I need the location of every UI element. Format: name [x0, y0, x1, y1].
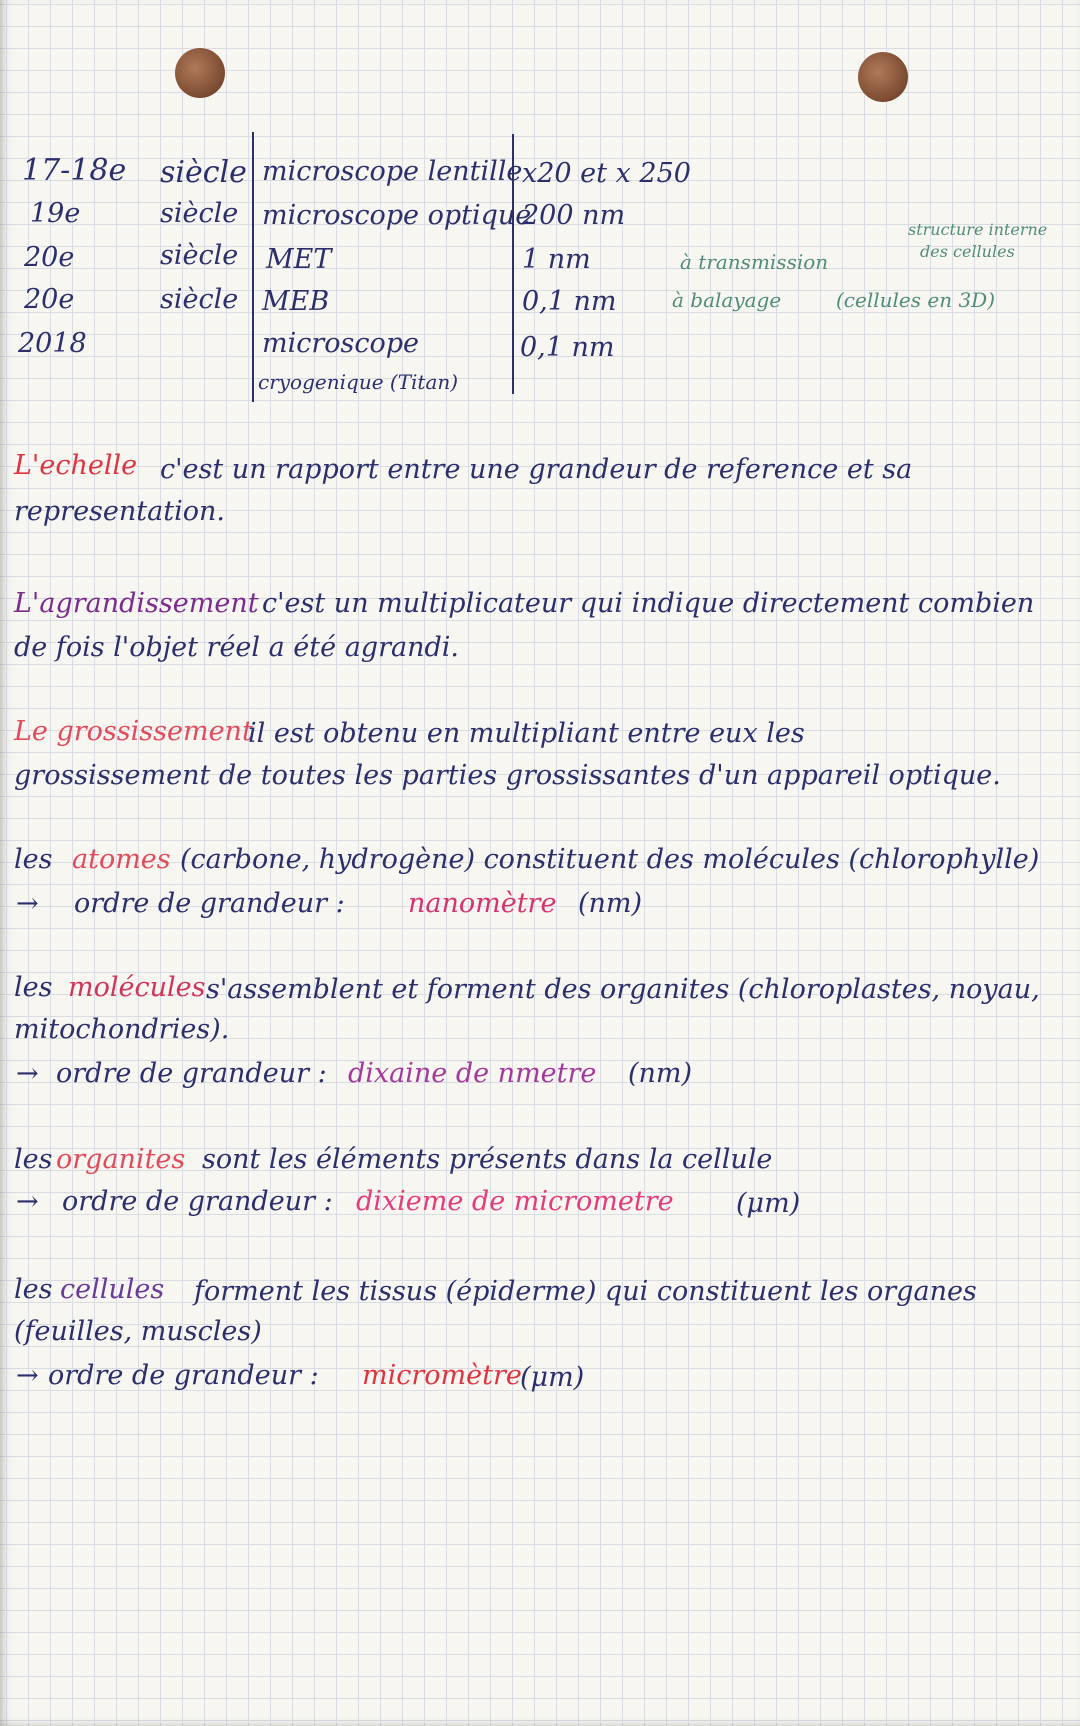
- table-period: 19e: [30, 198, 81, 229]
- table-unit: siècle: [160, 240, 239, 271]
- definition-text: il est obtenu en multipliant entre eux les: [248, 718, 805, 749]
- term-grossissement: Le grossissement: [14, 716, 253, 747]
- table-period: 2018: [18, 328, 87, 359]
- word-les: les: [14, 844, 53, 875]
- order-value: nanomètre: [408, 888, 557, 919]
- word-les: les: [14, 972, 53, 1003]
- definition-text: de fois l'objet réel a été agrandi.: [14, 632, 459, 663]
- table-instrument: MET: [266, 244, 332, 275]
- order-label: ordre de grandeur :: [62, 1186, 333, 1217]
- definition-text: sont les éléments présents dans la cellule: [202, 1144, 773, 1175]
- order-unit: (μm): [520, 1362, 585, 1393]
- definition-text: mitochondries).: [14, 1014, 230, 1045]
- table-instrument: MEB: [262, 286, 330, 317]
- table-unit: siècle: [160, 155, 247, 190]
- table-resolution: 200 nm: [522, 200, 626, 231]
- order-value: dixieme de micrometre: [356, 1186, 674, 1217]
- table-resolution: 1 nm: [522, 244, 591, 275]
- met-note: à transmission: [680, 250, 829, 274]
- definition-text: c'est un rapport entre une grandeur de reference et sa: [160, 454, 913, 485]
- table-instrument: microscope: [262, 328, 420, 359]
- met-note-detail: structure interne: [908, 220, 1048, 239]
- table-instrument: microscope optique: [262, 200, 532, 231]
- term-atomes: atomes: [72, 844, 171, 875]
- term-molecules: molécules: [68, 972, 206, 1003]
- definition-text: s'assemblent et forment des organites (chloroplastes, noyau,: [206, 974, 1040, 1005]
- word-les: les: [14, 1274, 53, 1305]
- order-unit: (nm): [578, 888, 643, 919]
- definition-text: c'est un multiplicateur qui indique directement combien: [262, 588, 1035, 619]
- met-note-detail: des cellules: [920, 242, 1015, 261]
- arrow-icon: →: [16, 1058, 39, 1089]
- table-period: 20e: [24, 242, 75, 273]
- table-resolution: x20 et x 250: [522, 158, 691, 189]
- definition-text: grossissement de toutes les parties grossissantes d'un appareil optique.: [14, 760, 1001, 791]
- order-value: dixaine de nmetre: [348, 1058, 597, 1089]
- arrow-icon: →: [16, 1186, 39, 1217]
- meb-note: à balayage: [672, 288, 782, 312]
- table-instrument-continued: cryogenique (Titan): [258, 370, 459, 394]
- definition-text: (feuilles, muscles): [14, 1316, 262, 1347]
- order-label: ordre de grandeur :: [56, 1058, 327, 1089]
- table-resolution: 0,1 nm: [522, 286, 617, 317]
- term-organites: organites: [56, 1144, 186, 1175]
- table-divider-1: [252, 132, 254, 402]
- definition-text: representation.: [14, 496, 225, 527]
- table-instrument: microscope lentille: [262, 156, 523, 187]
- definition-text: (carbone, hydrogène) constituent des molécules (chlorophylle): [180, 844, 1040, 875]
- arrow-icon: →: [16, 888, 39, 919]
- order-unit: (nm): [628, 1058, 693, 1089]
- order-label: ordre de grandeur :: [74, 888, 345, 919]
- order-value: micromètre: [362, 1360, 522, 1391]
- term-echelle: L'echelle: [14, 450, 138, 481]
- term-cellules: cellules: [60, 1274, 165, 1305]
- order-label: ordre de grandeur :: [48, 1360, 319, 1391]
- word-les: les: [14, 1144, 53, 1175]
- definition-text: forment les tissus (épiderme) qui constituent les organes: [194, 1276, 977, 1307]
- table-unit: siècle: [160, 284, 239, 315]
- term-agrandissement: L'agrandissement: [14, 588, 259, 619]
- arrow-icon: →: [16, 1360, 39, 1391]
- meb-note-detail: (cellules en 3D): [836, 288, 996, 312]
- order-unit: (μm): [736, 1188, 801, 1219]
- table-unit: siècle: [160, 198, 239, 229]
- punch-hole-right: [858, 52, 908, 102]
- punch-hole-left: [175, 48, 225, 98]
- table-period: 20e: [24, 284, 75, 315]
- table-period: 17-18e: [22, 153, 127, 188]
- table-resolution: 0,1 nm: [520, 332, 615, 363]
